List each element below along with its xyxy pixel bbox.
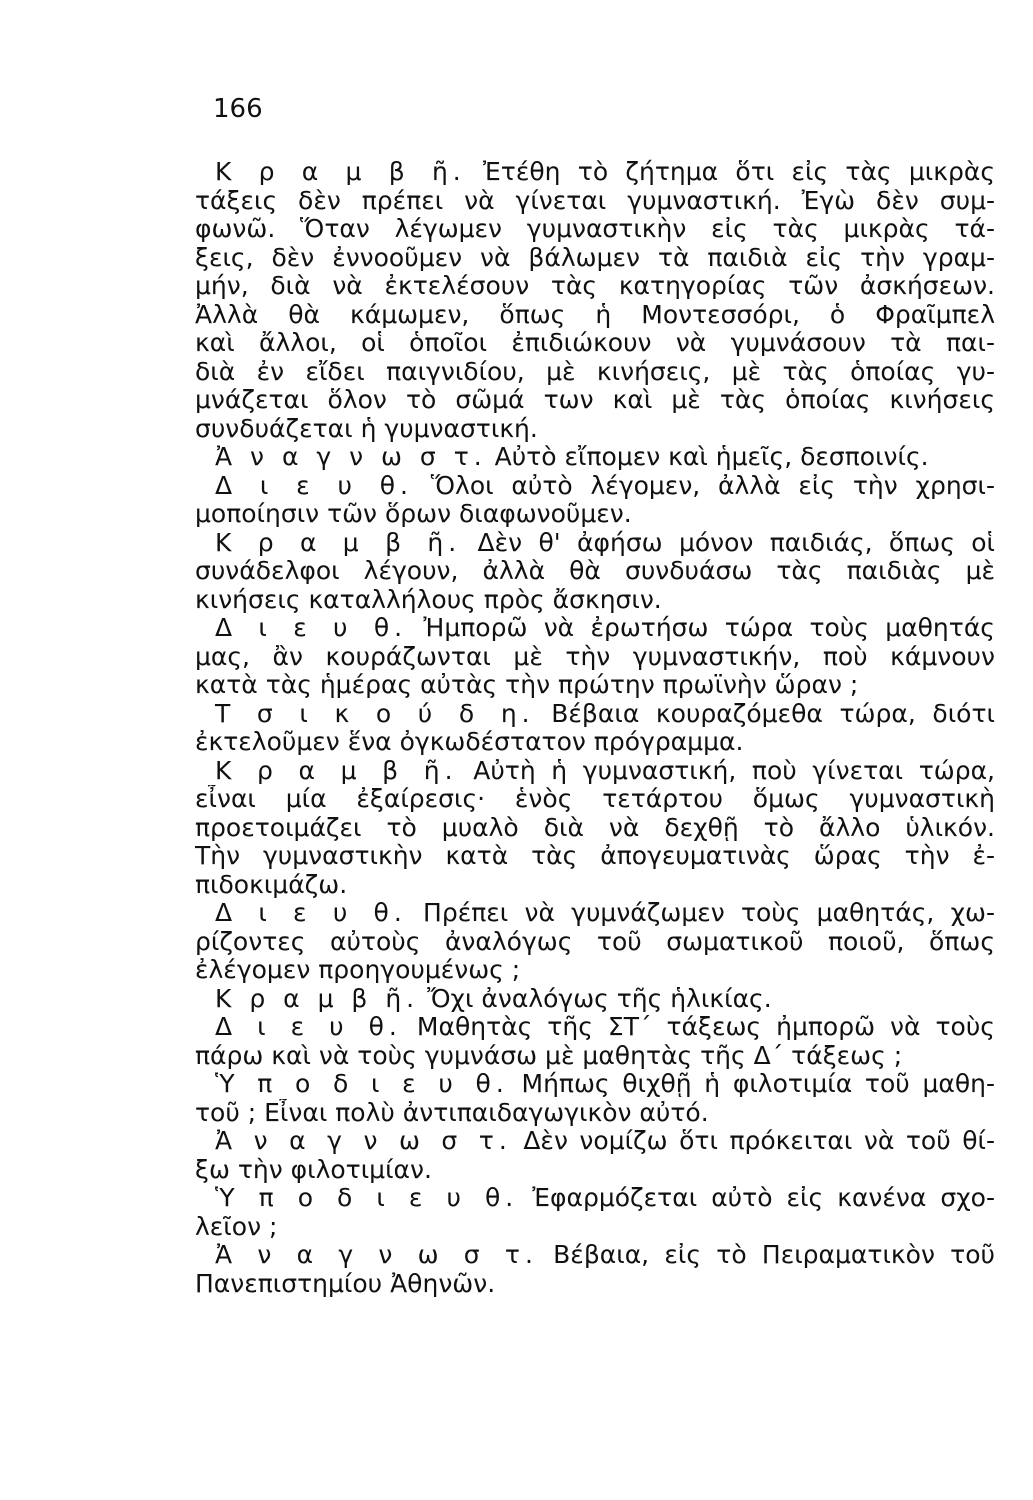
text-line [195, 1213, 995, 1242]
line-text: εἶναι μία ἐξαίρεσις· ἑνὸς τετάρτου ὅμως γυμναστικὴ [195, 785, 995, 813]
line-text: Ὅλοι αὐτὸ λέγομεν, ἀλλὰ εἰς τὴν χρησι- [413, 471, 995, 500]
text-line [195, 301, 995, 330]
line-text: Αὐτὴ ἡ γυμναστική, ποὺ γίνεται τώρα, [457, 756, 995, 785]
text-line [195, 329, 995, 358]
text-line [195, 842, 995, 871]
text-line [195, 386, 995, 415]
line-text: Βέβαια κουραζόμεθα τώρα, διότι [534, 699, 995, 728]
text-line [195, 158, 995, 187]
text-line [195, 1156, 995, 1185]
line-text: Ἐτέθη τὸ ζήτημα ὅτι εἰς τὰς μικρὰς [465, 158, 995, 186]
text-line [195, 985, 995, 1014]
text-line [195, 899, 995, 928]
speaker-name: Κ ρ α μ β ῆ. [215, 756, 458, 785]
text-line [195, 785, 995, 814]
line-text: Ἐφαρμόζεται αὐτὸ εἰς κανένα σχο- [518, 1184, 995, 1212]
line-text: ρίζοντες αὐτοὺς ἀναλόγως τοῦ σωματικοῦ ποιοῦ, ὅπως [195, 927, 995, 956]
line-text: φωνῶ. Ὅταν λέγωμεν γυμναστικὴν εἰς τὰς μικρὰς τά- [195, 215, 995, 243]
line-text: ἐκτελοῦμεν ἕνα ὀγκωδέστατον πρόγραμμα. [195, 728, 744, 756]
line-text: μας, ἂν κουράζωνται μὲ τὴν γυμναστικήν, ποὺ κάμνουν [195, 642, 995, 671]
line-text: ἐλέγομεν προηγουμένως ; [195, 956, 521, 984]
text-line [195, 700, 995, 729]
speaker-name: Τ σ ι κ ο ύ δ η. [215, 699, 535, 728]
speaker-name: Ἀ ν α γ ν ω σ τ. [215, 443, 487, 471]
text-line [195, 1270, 995, 1299]
speaker-name: Κ ρ α μ β ῆ. [215, 158, 466, 186]
text-line [195, 557, 995, 586]
text-line [195, 1070, 995, 1099]
line-text: τοῦ ; Εἶναι πολὺ ἀντιπαιδαγωγικὸν αὐτό. [195, 1098, 709, 1127]
line-text: λεῖον ; [195, 1212, 278, 1241]
text-line [195, 187, 995, 216]
speaker-name: Ὑ π ο δ ι ε υ θ. [215, 1070, 509, 1098]
line-text: Μαθητὰς τῆς ΣΤ΄ τάξεως ἠμπορῶ νὰ τοὺς [401, 1013, 995, 1041]
line-text: μοποίησιν τῶν ὅρων διαφωνοῦμεν. [195, 500, 632, 528]
text-line [195, 586, 995, 615]
line-text: κατὰ τὰς ἡμέρας αὐτὰς τὴν πρώτην πρωϊνὴν ὥραν ; [195, 671, 859, 699]
line-text: Πρέπει νὰ γυμνάζωμεν τοὺς μαθητάς, χω- [406, 899, 995, 927]
line-text: ξεις, δὲν ἐννοοῦμεν νὰ βάλωμεν τὰ παιδιὰ εἰς τὴν γραμ- [195, 243, 995, 272]
text-line [195, 443, 995, 472]
line-text: πάρω καὶ νὰ τοὺς γυμνάσω μὲ μαθητὰς τῆς Δ΄ τάξεως ; [195, 1041, 903, 1070]
text-line [195, 671, 995, 700]
text-line [195, 215, 995, 244]
page-number: 166 [213, 94, 263, 124]
line-text: τάξεις δὲν πρέπει νὰ γίνεται γυμναστική. Ἐγὼ δὲν συμ- [195, 186, 995, 215]
text-line [195, 500, 995, 529]
text-line [195, 1184, 995, 1213]
line-text: Πανεπιστημίου Ἀθηνῶν. [195, 1269, 496, 1298]
text-line [195, 358, 995, 387]
line-text: Δὲν θ' ἀφήσω μόνον παιδιάς, ὅπως οἱ [461, 528, 995, 557]
text-line [195, 871, 995, 900]
line-text: προετοιμάζει τὸ μυαλὸ διὰ νὰ δεχθῇ τὸ ἄλλο ὑλικόν. [195, 813, 995, 842]
speaker-name: Δ ι ε υ θ. [215, 614, 408, 642]
text-line [195, 614, 995, 643]
text-line [195, 643, 995, 672]
line-text: Αὐτὸ εἴπομεν καὶ ἡμεῖς, δεσποινίς. [486, 443, 929, 471]
text-line [195, 728, 995, 757]
line-text: συνάδελφοι λέγουν, ἀλλὰ θὰ συνδυάσω τὰς παιδιὰς μὲ [195, 557, 995, 585]
line-text: Τὴν γυμναστικὴν κατὰ τὰς ἀπογευματινὰς ὥρας τὴν ἐ- [195, 842, 995, 870]
text-line [195, 272, 995, 301]
speaker-name: Δ ι ε υ θ. [215, 471, 413, 500]
text-line [195, 415, 995, 444]
line-text: Ἀλλὰ θὰ κάμωμεν, ὅπως ἡ Μοντεσσόρι, ὁ Φραῖμπελ [195, 300, 995, 329]
dialogue-text [195, 158, 995, 1298]
line-text: μήν, διὰ νὰ ἐκτελέσουν τὰς κατηγορίας τῶν ἀσκήσεων. [195, 272, 995, 300]
text-line [195, 928, 995, 957]
line-text: Βέβαια, εἰς τὸ Πειραματικὸν τοῦ [537, 1241, 995, 1269]
line-text: Δὲν νομίζω ὅτι πρόκειται νὰ τοῦ θί- [511, 1127, 995, 1155]
text-line [195, 244, 995, 273]
text-line [195, 814, 995, 843]
speaker-name: Δ ι ε υ θ. [215, 1013, 402, 1041]
line-text: Ἠμπορῶ νὰ ἐρωτήσω τώρα τοὺς μαθητάς [407, 614, 995, 642]
line-text: ξω τὴν φιλοτιμίαν. [195, 1155, 432, 1184]
line-text: κινήσεις καταλλήλους πρὸς ἄσκησιν. [195, 585, 662, 614]
speaker-name: Ἀ ν α γ ν ω σ τ. [215, 1241, 538, 1269]
speaker-name: Ἀ ν α γ ν ω σ τ. [215, 1127, 512, 1155]
speaker-name: Κ ρ α μ β ῆ. [215, 528, 462, 557]
text-line [195, 1042, 995, 1071]
speaker-name: Κ ρ α μ β ῆ. [215, 984, 420, 1013]
text-line [195, 1127, 995, 1156]
line-text: Ὄχι ἀναλόγως τῆς ἡλικίας. [419, 984, 772, 1013]
line-text: διὰ ἐν εἴδει παιγνιδίου, μὲ κινήσεις, μὲ τὰς ὁποίας γυ- [195, 357, 995, 386]
speaker-name: Δ ι ε υ θ. [215, 899, 407, 927]
text-line [195, 529, 995, 558]
line-text: καὶ ἄλλοι, οἱ ὁποῖοι ἐπιδιώκουν νὰ γυμνάσουν τὰ παι- [195, 329, 995, 357]
text-line [195, 757, 995, 786]
text-line [195, 1099, 995, 1128]
line-text: πιδοκιμάζω. [195, 870, 348, 899]
text-line [195, 472, 995, 501]
line-text: Μήπως θιχθῇ ἡ φιλοτιμία τοῦ μαθη- [508, 1070, 995, 1098]
text-line [195, 1241, 995, 1270]
text-line [195, 1013, 995, 1042]
text-line [195, 956, 995, 985]
speaker-name: Ὑ π ο δ ι ε υ θ. [215, 1184, 519, 1212]
line-text: συνδυάζεται ἡ γυμναστική. [195, 414, 538, 443]
line-text: μνάζεται ὅλον τὸ σῶμά των καὶ μὲ τὰς ὁποίας κινήσεις [195, 386, 995, 414]
